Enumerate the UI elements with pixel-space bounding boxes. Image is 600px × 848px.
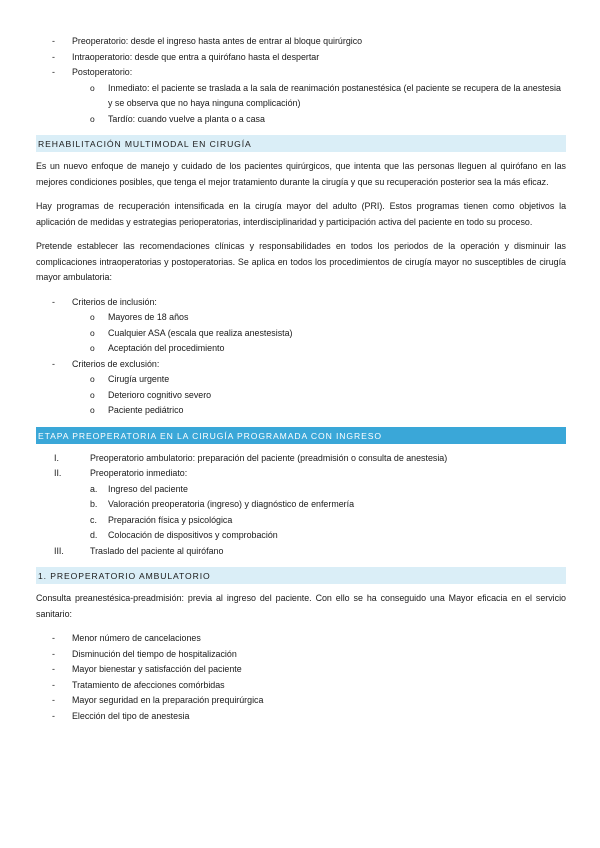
list-item: o Inmediato: el paciente se traslada a la sala de reanimación postanestésica (el paciente se recupera de la anestesia y se observa que no haya ninguna complicación) — [36, 81, 566, 112]
list-item: - Disminución del tiempo de hospitalización — [36, 647, 566, 663]
list-item: o Deterioro cognitivo severo — [36, 388, 566, 404]
list-item: - Menor número de cancelaciones — [36, 631, 566, 647]
list-item — [36, 482, 566, 498]
alpha-letter: b. — [90, 499, 98, 509]
paragraph: Pretende establecer las recomendaciones clínicas y responsabilidades en todos los periodos de la operación y disminuir las complicaciones intraoperatorias y postoperatorias. Se aplica en todos los procedimientos de cirugía mayor no susceptibles de cirugía mayor ambulatoria: — [36, 241, 566, 282]
alpha-letter: c. — [90, 514, 97, 525]
list-item — [36, 497, 566, 513]
roman-numeral: II. — [54, 468, 62, 478]
section-header-ambulatory: 1. PREOPERATORIO AMBULATORIO — [36, 567, 566, 584]
postop-sublist — [36, 81, 566, 128]
list-item-text: Colocación de dispositivos y comprobación — [108, 530, 278, 540]
alpha-letter: a. — [90, 483, 98, 494]
list-item — [36, 466, 566, 482]
section-header-preoperative-stage: ETAPA PREOPERATORIA EN LA CIRUGÍA PROGRAMADA CON INGRESO — [36, 427, 566, 444]
list-item-text: Preparación física y psicológica — [108, 514, 233, 525]
document-page — [36, 34, 566, 724]
paragraph: Es un nuevo enfoque de manejo y cuidado de los pacientes quirúrgicos, que intenta que las personas lleguen al quirófano en las mejores condiciones posibles, que tenga el mejor tratamiento durante la cirugía y que su recuperación posterior sea la más eficaz. — [36, 161, 566, 187]
inclusion-sublist — [36, 310, 566, 357]
list-item — [36, 528, 566, 544]
inclusion-label: - Criterios de inclusión: — [36, 295, 566, 311]
list-item-text: Preoperatorio inmediato: — [90, 468, 188, 478]
paragraph: Consulta preanestésica-preadmisión: previa al ingreso del paciente. Con ello se ha conseguido una Mayor eficacia en el servicio sanitario: — [36, 593, 566, 619]
list-item: - Postoperatorio: — [36, 65, 566, 81]
list-item: o Cualquier ASA (escala que realiza anestesista) — [36, 326, 566, 342]
list-item — [36, 513, 566, 529]
list-item — [36, 451, 566, 467]
list-item: o Paciente pediátrico — [36, 403, 566, 419]
list-item: - Mayor seguridad en la preparación prequirúrgica — [36, 693, 566, 709]
periods-list — [36, 34, 566, 81]
criteria-list — [36, 295, 566, 311]
list-item: o Aceptación del procedimiento — [36, 341, 566, 357]
list-item: - Tratamiento de afecciones comórbidas — [36, 678, 566, 694]
list-item: o Mayores de 18 años — [36, 310, 566, 326]
alpha-letter: d. — [90, 530, 98, 540]
list-item: o Tardío: cuando vuelve a planta o a casa — [36, 112, 566, 128]
benefits-list — [36, 631, 566, 724]
list-item: - Mayor bienestar y satisfacción del paciente — [36, 662, 566, 678]
paragraph: Hay programas de recuperación intensificada en la cirugía mayor del adulto (PRI). Estos programas tienen como objetivos la aplicación de medidas y estrategias perioperatorias, interdisciplinaridad y participación activa del paciente en todo su proceso. — [36, 201, 566, 227]
exclusion-label: - Criterios de exclusión: — [36, 357, 566, 373]
roman-numeral: I. — [54, 452, 59, 463]
list-item: - Intraoperatorio: desde que entra a quirófano hasta el despertar — [36, 50, 566, 66]
list-item: - Elección del tipo de anestesia — [36, 709, 566, 725]
list-item-text: Traslado del paciente al quirófano — [90, 545, 224, 556]
exclusion-sublist — [36, 372, 566, 419]
section-header-rehabilitation: REHABILITACIÓN MULTIMODAL EN CIRUGÍA — [36, 135, 566, 152]
list-item-text: Preoperatorio ambulatorio: preparación del paciente (preadmisión o consulta de anestesia) — [90, 452, 448, 463]
list-item: o Cirugía urgente — [36, 372, 566, 388]
roman-numeral: III. — [54, 545, 64, 556]
list-item: - Preoperatorio: desde el ingreso hasta antes de entrar al bloque quirúrgico — [36, 34, 566, 50]
criteria-list — [36, 357, 566, 373]
list-item-text: Valoración preoperatoria (ingreso) y diagnóstico de enfermería — [108, 499, 355, 509]
list-item-text: Ingreso del paciente — [108, 483, 188, 494]
list-item — [36, 544, 566, 560]
